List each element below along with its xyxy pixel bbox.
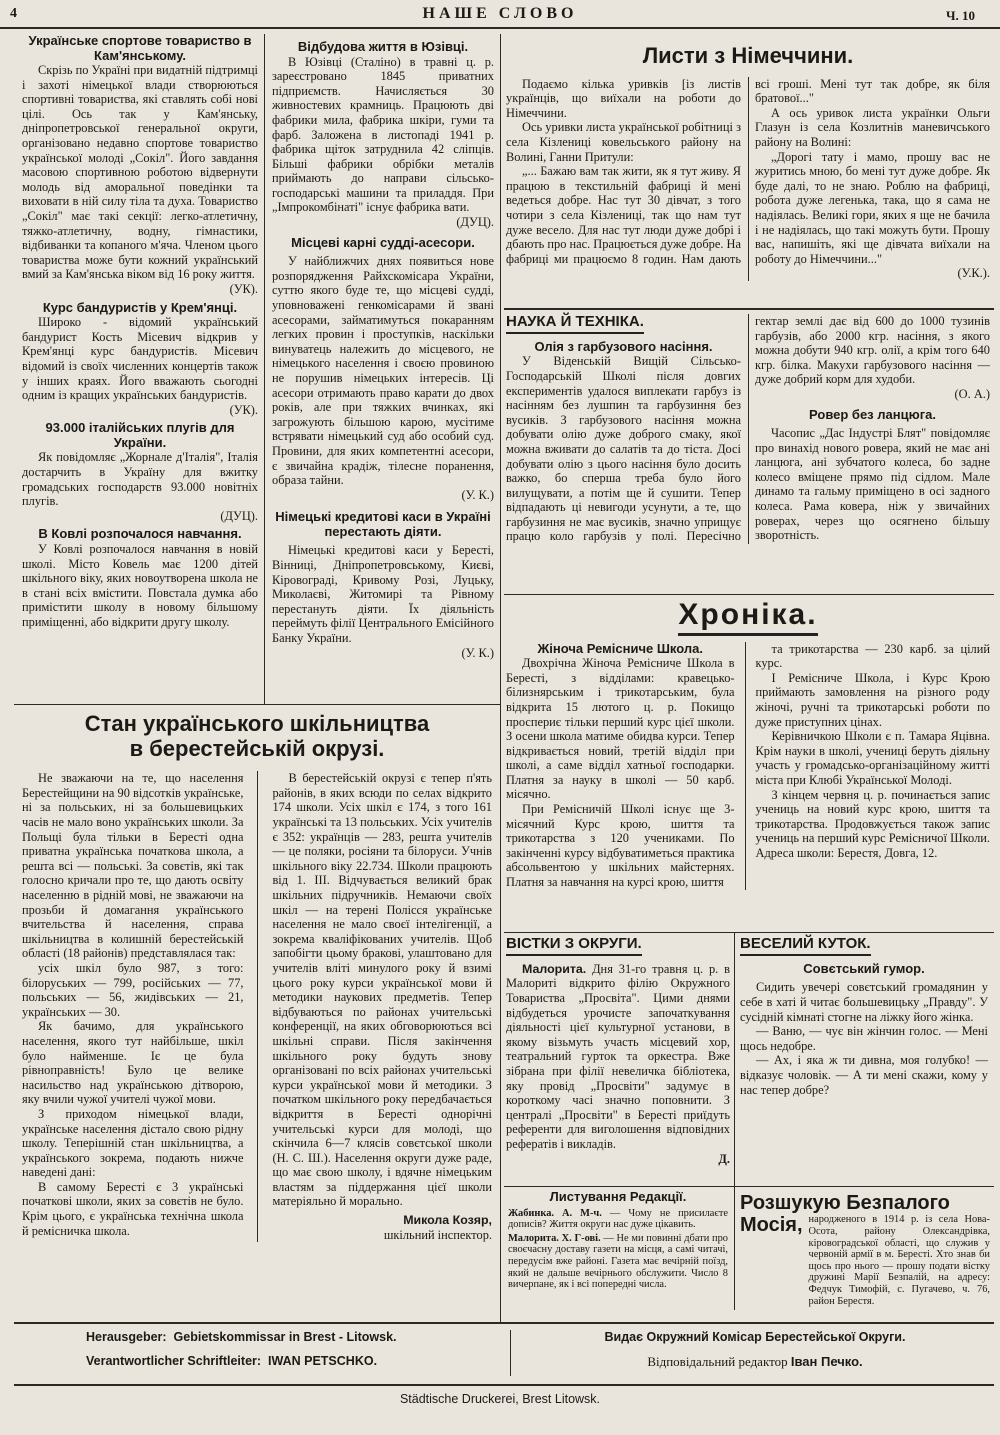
letters-intro: Подаємо кілька уривків [із листів українців, що виїхали на роботи до Німеччини. [506,76,741,120]
article-signature: (УК). [229,402,258,417]
article-text: Широко - відомий український бандурист Кость Місевич відкрив у Крем'янці курс бандуристів. Місевич відомий із своїх численних концертів також у інших краях. Його вважають сьогодні одним із кращих українських бандуристів. [22,315,258,403]
editor-label-ua: Відповідальний редактор [647,1354,788,1369]
header-rule [0,27,1000,29]
editor: IWAN PETSCHKO. [268,1354,378,1368]
school-paragraph: З приходом німецької влади, українське населення дістало свою рідну школу. Теперішній стан шкільництва, а українського зокрема, подають нижче наведені дані: [22,1106,244,1180]
school-right-column [272,771,492,1242]
school-paragraph: Не зважаючи на те, що населення Берестейщини на 90 відсотків українське, ні за польських, ні за большевицьких часів не мало воно українських школи. За Польщі була тільки в Бересті одна приватна українська початкова школа, а решта всі — польські. За совєтів, які так голосно кричали про те, що дають освіту населенню в рідній мові, не зважаючи на прозьби й домагання українського вчительства й населення, справа шкільництва в колишній берестейській області (18 районів) представлялася так: [22,771,244,961]
article-text: Німецькі кредитові каси у Бересті, Вінниці, Дніпропетровському, Києві, Кіровограді, Кривому Розі, Луцьку, Миколаєві, Житомирі та Рівному перестануть діяти. Їх діяльність переймуть філії Центрального Емісійного Банку України. [272,543,494,645]
section-rule [504,594,994,595]
article-signature: (ДУЦ). [456,215,494,230]
science-body [506,314,990,544]
section-title: ВЕСЕЛИЙ КУТОК. [740,936,871,956]
article-text: Двохрічна Жіноча Ремісниче Школа в Бересті, з відділами: кравецько-білизнярським і трикотарським, була відкрита 15 лютого ц. р. Покищо проспериє тільки перший курс цієї школи. З осени школа матиме обидва курси. Тепер відкривається новий, третій відділ при школі, а саме відділ хатньої господарки. Платня за науку в школі — 50 карб. місячно. [506,656,735,802]
article-signature: (У. К.) [461,645,494,660]
article-title: Ровер без ланцюга. [809,406,936,422]
article-signature: (УК). [229,282,258,296]
search-text: народженого в 1914 р. із села Нова-Осота, району Олександрівка, кіровоградської області, що служив у червоній армії в м. Бересті. Хто знав би щось про нього — прошу подати вістку дружині Марії Безпалій, на адресу: Федчук Тимофій, с. Пугачево, ч. 76, район Берестя. [808,1214,990,1307]
column-divider [257,771,258,1242]
chronicle-right-column [756,642,990,890]
page-header [0,2,1000,26]
humor-paragraph: — Ваню, — чує він жінчин голос. — Мені щось недобре. [740,1024,988,1053]
search-notice [740,1192,990,1307]
article-title: Відбудова життя в Юзівці. [297,39,469,54]
article-title: Курс бандуристів у Крем'янці. [42,299,238,315]
editorial-text: — Чому не присилаєте дописів? Життя округи нас дуже цікавить. [508,1207,728,1231]
author-name: Микола Козяр, [403,1213,492,1228]
editorial-recipient: Жабинка. А. М-ч. [508,1207,602,1219]
editor-ua: Іван Печко. [790,1354,863,1369]
section-title: НАУКА Й ТЕХНІКА. [506,314,644,334]
article-title: Місцеві карні судді-асесори. [291,234,475,250]
publisher-ua: Видає Окружний Комісар Берестейської Округи. [604,1330,906,1344]
school-paragraph: Як бачимо, для українського населення, якого тут найбільше, шкіл було найменше. Іє це була рівноправність! Було це велике насильство над українською дітворою, яку вчили чужої учителі чужої мови. [22,1019,244,1107]
page-number: 4 [10,6,17,21]
article-text: У найближчих днях появиться нове розпорядження Райхскомісара України, суттю якого буде те, що місцеві судді, уповноважені генкомісарами й звані асесорами, займатимуться покаранням легких провин і проступків, наскільки винуватець належить до місцевого, не німецького населення і своєю провиною не порушив німецьких інтересів. Ці асесори отримають право карати до двох років, але при тяжких вчинках, які загрожують більшою карою, мусітиме встрявати німецький суд або особий суд. Провини, для яких компетентні асесори, є звичайна крадіж, тілесне поранення, образа тайни. [272,254,494,488]
letters-signature: (У.К.). [957,266,990,281]
column-divider [745,642,746,890]
search-title-line-1: Розшукую Безпалого [740,1192,950,1214]
school-paragraph: В берестейській окрузі є тепер п'ять районів, в яких всюди по селах відкрито 174 школи. Усіх шкіл є 174, з того 161 українські та 13 польських. Усіх учителів є 352: українців — 283, решта учителів — це поляки, росіяни та білоруси. Учнів шкільного віку 22.734. Школи працюють від 1. ІІІ. Відчувається великий брак шкільних підручників. Немаючи своїх шкіл — на терені Полісся українське населення не мало своєї інтелігенції, а зокрема кваліфікованих учителів. Щоб запобігти цьому бракові, улаштовано для учителів вліті минулого року й взимі цього року курси української мови й методики наукових предметів. Тепер відбуваються по районах учительські конференції, на яких обговорюються всі шкільні справи. Після закінчення шкільного року будуть знову організовані по всіх районах учительські курси української мови й методики. З початком шкільного року передбачається відкриття в Бересті однорічні учительські курси для молоді, що скінчила 6—7 клясів совєтської школи (Н. С. Ш.). Населення округи дуже раде, що має свою школу, і вдячне німецьким властям за піддержання цієї школи матеріяльно й морально. [272,771,492,1209]
letters-body [506,77,990,281]
humor-paragraph: — Ах, і яка ж ти дивна, моя голубко! — відказує чоловік. — А ти мені скажи, кому у нас тепер добре? [740,1053,988,1097]
article-title: В Ковлі розпочалося навчання. [38,526,242,542]
school-article [22,712,492,1242]
column-divider [500,34,501,1324]
news-town: Малорита. [522,961,587,976]
footer-rule [14,1384,994,1386]
article-text: Часопис „Дас Індустрі Блят" повідомляє про винахід нового ровера, який не має ані ланцюга, ані зубчатого колеса, бо задне колесо вміщене прямо під сідлом. Мале динамо та гальму приміщено в осі задного колеса. Рама ковера, ніж у звичайних роверах, через що осягнено більшу зворотність. [755,426,990,543]
footer-right [520,1330,990,1370]
letters-quote: „... Бажаю вам так жити, як я тут живу. Я працюю в текстильній фабриці й мені ведеться добре. Нас тут 30 дівчат, з того чотири з села Кізлениці, так що нам тут дуже весело. Для нас тут люди дуже добрі і дбають про нас. Працюється дуже добре. На фабриці ми працюємо 8 годин. Нам дають всі гроші. Мені тут так добре, як біля братової..." [506,76,990,266]
article-text: Як повідомляє „Жорнале д'Італія", Італія достарчить в Україну для вжитку громадських господарств 93.000 новітніх плугів. [22,450,258,509]
editor-label: Verantwortlicher Schriftleiter: [86,1354,262,1368]
article-text: У Віденській Вищій Сільсько-Господарській Школі після довгих експериментів удалося виплекати гарбуз із насінням без лушпин та гарбузиння без вусиків. З гарбузового насіння можна добувати олію дуже доброго смаку, якої можна вживати до салатів та до тіста. Досі добувати олію з цього насіння було досить важко, бо сперша треба було його вилущувати, а потім ще й сушити. Тепер відпадають ці невигоди усунути, а те, що гарбузиння не має вусиків, значно уприщує працю коло гарбузів у полі. Пересічно гектар землі дає від 600 до 1000 тузинів гарбузів, або 2000 кгр. насіння, з якого можна добути 940 кгр. олії, а крім того 640 кгр. білка. Макухи гарбузового насіння — дуже добрий корм для худоби. [506,314,990,544]
article-text: Скрізь по Україні при видатній підтримці і захоті німецької влади створюються спортивні товариства, які ставлять собі нові цілі. Ось так у Кам'янську, дніпропетровської генеральної округи, організовано недавно спортове товариство української молоді „Сокіл". Його завдання масовою спортивною роботою відвернути молодь від аморальної поведінки та виховати в ній силу тіла та духа. Товариство „Сокіл" має такі секції: легко-атлетичну, тяжко-атлетичну, водну, гімнастики, відбиванки та копаного м'яча. Членом цього товариства може бути кожний український вмий за Кам'янська віком від 16 року життя. [22,63,258,282]
letters-article [506,40,990,281]
footer-rule [14,1322,994,1324]
printer-line: Städtische Druckerei, Brest Litowsk. [399,1392,601,1406]
editorial-title: Листування Редакції. [549,1189,687,1204]
column-divider [734,932,735,1186]
article-text: При Ремісничій Школі існує ще 3-місячний Курс крою, шиття та трикотарства з 120 учениками. По закінченні курсу відбуватиметься практика абсольвентою у шкільних майстернях. Платня за навчання на курсі крою, шиття [506,802,735,890]
masthead: НАШЕ СЛОВО [422,5,578,22]
section-rule [14,704,500,705]
letters-paragraph: А ось уривок листа українки Ольги Глазун із села Козлитнів маневичського району на Волині: [755,105,990,149]
article-title: Олія з гарбузового насіння. [534,338,713,354]
editorial-text: — Не ми повинні дбати про своєчасну доставу газети на місця, а самі читачі, передусім вже районі. Газета має вечірній поїзд, який не дальше вечірнього обслужити. Число 8 вичерпане, як і всі попередні числа. [508,1232,728,1291]
humor-paragraph: Сидить увечері совєтський громадянин у себе в хаті й читає большевицьку „Правду". У сусідній кімнаті стогне на ліжку його жінка. [740,980,988,1024]
school-paragraph: усіх шкіл було 987, з того: білоруських — 799, російських — 77, польських — 56, жидівських — 21, українських — 30. [22,960,244,1019]
column-1 [22,34,258,629]
article-signature: (ДУЦ). [220,508,258,523]
article-title: Совєтський гумор. [803,960,925,976]
school-title-line-2: в берестейській окрузі. [129,735,385,761]
humor-section [740,936,988,1097]
article-signature: (О. А.) [954,386,990,401]
section-rule [504,932,734,933]
school-title-line-1: Стан українського шкільництва [84,711,430,736]
article-text: І Ремісниче Школа, і Курс Крою приймають замовлення на різного роду жіночі, ручні та трикотарські роботи по дуже приступних цінах. [755,670,990,729]
publisher-label: Herausgeber: [86,1330,167,1344]
article-signature: (У. К.) [461,487,494,502]
search-title-line-2: Мосія, [740,1214,803,1237]
section-rule [504,1186,994,1187]
author-role: шкільний інспектор. [383,1227,492,1242]
article-title: Німецькі кредитові каси в Україні перестають діяти. [275,509,491,539]
science-section [506,314,990,544]
letters-quote: „Дорогі тату і мамо, прошу вас не журитись мною, бо мені тут дуже добре. Як буде далі, то не знаю. Роблю на фабриці, робота дуже легенька, така, що я сама не надіялась. Великі гори, яких я ще не бачила і не надіялась, що такі можуть бути. Прошу вас, напишіть, які ще дівчата виїхали на роботу до Німеччини..." [755,149,990,266]
editorial-section [508,1190,728,1291]
article-title: Українське спортове товариство в Кам'янському. [28,33,252,63]
article-title: Жіноча Ремісниче Школа. [537,640,703,656]
chronicle-title: Хроніка. [678,598,817,636]
school-left-column [22,771,243,1242]
publisher: Gebietskommissar in Brest - Litowsk. [173,1330,397,1344]
editorial-recipient: Малорита. Х. Г-ові. [508,1232,601,1244]
letters-paragraph: Ось уривки листа української робітниці з села Кізлениці ковельського району на Волині, Ганни Притули: [506,120,741,164]
column-divider [264,34,265,704]
footer-left [86,1330,506,1368]
article-text: З кінцем червня ц. р. починається запис учениць на новий курс крою, шиття та трикотарства. Продовжується також запис учениць на перший курс Ремісничої Школи. Адреса школи: Берестя, Довга, 12. [755,787,990,860]
school-paragraph: В самому Бересті є 3 українські початкові школи, яких за совєтів не було. Крім цього, є українська технічна школа й ремісничка школа. [22,1179,244,1238]
issue-number: Ч. 10 [946,8,976,23]
letters-title: Листи з Німеччини. [642,43,854,68]
article-title: 93.000 італійських плугів для України. [45,420,235,450]
section-rule [734,932,994,933]
section-title: ВІСТКИ З ОКРУГИ. [506,936,642,956]
section-rule [504,308,994,310]
news-text: Дня 31-го травня ц. р. в Малориті відкрито філію Окружного Товариства „Просвіта". Цими днями відбудеться урочисте започаткування діяльності цієї культурної установи, в якому візьмуть участь місцевий хор, театральний гурток та оркестра. Вже зібрана при філії невеличка бібліотека, яку провід „Просвіти" задумує в короткому часі значно поповнити. З централі „Просвіти" в Бересті приїдуть референти для виголошення відповідних рефератів і викладів. [506,961,730,1151]
news-signature: Д. [718,1151,730,1166]
news-section [506,936,730,1166]
article-text: У Ковлі розпочалося навчання в новій школі. Місто Ковель має 1200 дітей шкільного віку, яких новоутворена школа не в стані всіх вмістити. Повстала думка або примістити школу в новому більшому приміщенні, або відкрити другу школу. [22,541,258,629]
article-text: та трикотарства — 230 карб. за цілий курс. [755,641,990,671]
column-divider [734,1186,735,1310]
chronicle-section [506,598,990,890]
column-2 [272,40,494,660]
column-divider [510,1330,511,1376]
article-text: Керівничкою Школи є п. Тамара Яцівна. Крім науки в школі, учениці беруть діяльну участь у громадсько-організаційному житті міста при Клюбі Української Молоді. [755,729,990,787]
chronicle-left-column [506,642,735,890]
article-text: В Юзівці (Сталіно) в травні ц. р. зареєстровано 1845 приватних підприємств. Начисляється 30 живностевих крамниць. Працюють дві фабрики мила, фабрика шкіри, гуми та фарб. Заложена в листопаді 1941 р. фабрика щіток затруднила 42 сліпців. Більші фабрики обрібки металів приймають до направи сільсько-господарські машини та приладдя. При „Імпрокомбінаті" існує фабрика вати. [272,54,494,215]
